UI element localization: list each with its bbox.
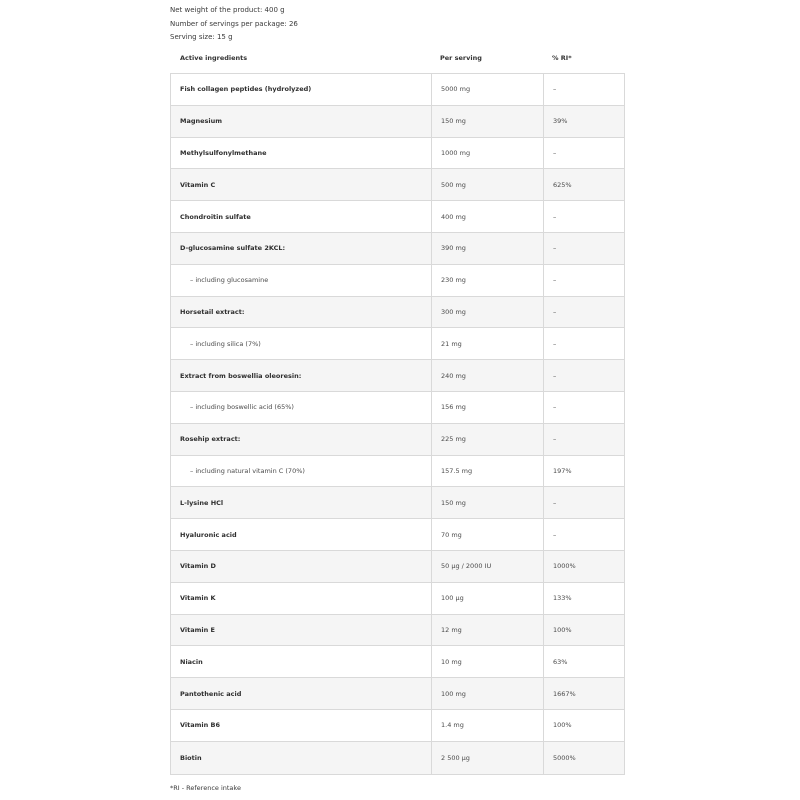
- ingredient-ri: –: [553, 339, 557, 348]
- ingredient-amount: 156 mg: [432, 392, 544, 423]
- table-row: [171, 710, 624, 742]
- ingredient-name: – including glucosamine: [171, 265, 432, 296]
- ingredient-ri: 1000%: [553, 562, 576, 571]
- table-row: [171, 360, 624, 392]
- serving-size-text: Serving size: 15 g: [170, 33, 233, 42]
- ingredient-ri: –: [553, 403, 557, 412]
- table-row: [171, 487, 624, 519]
- ingredient-amount: 70 mg: [432, 519, 544, 550]
- header-per-serving: Per serving: [440, 53, 482, 62]
- header-ri: % RI*: [552, 53, 572, 62]
- ingredient-amount: 500 mg: [432, 169, 544, 200]
- table-row: [171, 424, 624, 456]
- ingredient-name: Hyaluronic acid: [171, 519, 432, 550]
- ingredient-amount: 50 µg / 2000 IU: [432, 551, 544, 582]
- ingredient-name: Fish collagen peptides (hydrolyzed): [171, 74, 432, 105]
- ingredient-name: – including boswellic acid (65%): [171, 392, 432, 423]
- ingredient-amount: 10 mg: [432, 646, 544, 677]
- table-row: [171, 106, 624, 138]
- ingredients-table: [170, 42, 625, 775]
- ingredient-ri: –: [553, 276, 557, 285]
- ingredient-amount: 2 500 µg: [432, 742, 544, 774]
- table-row: [171, 551, 624, 583]
- table-row: [171, 201, 624, 233]
- table-row: [171, 615, 624, 647]
- table-header: [170, 42, 625, 73]
- ingredient-ri: 100%: [553, 625, 572, 634]
- ingredient-ri: 63%: [553, 657, 568, 666]
- table-row: [171, 456, 624, 488]
- table-row: [171, 328, 624, 360]
- ingredient-amount: 225 mg: [432, 424, 544, 455]
- ingredient-amount: 300 mg: [432, 297, 544, 328]
- ingredient-name: L-lysine HCl: [171, 487, 432, 518]
- ingredient-amount: 230 mg: [432, 265, 544, 296]
- table-row: [171, 742, 624, 774]
- table-row: [171, 646, 624, 678]
- table-row: [171, 519, 624, 551]
- ingredient-ri: –: [553, 212, 557, 221]
- ingredient-ri: –: [553, 530, 557, 539]
- ingredient-amount: 100 µg: [432, 583, 544, 614]
- table-row: [171, 169, 624, 201]
- ingredient-name: D-glucosamine sulfate 2KCL:: [171, 233, 432, 264]
- ingredient-name: Vitamin B6: [171, 710, 432, 741]
- ingredient-name: Vitamin K: [171, 583, 432, 614]
- ingredient-name: Extract from boswellia oleoresin:: [171, 360, 432, 391]
- table-row: [171, 138, 624, 170]
- table-row: [171, 265, 624, 297]
- ingredient-amount: 100 mg: [432, 678, 544, 709]
- ingredient-ri: –: [553, 498, 557, 507]
- ingredient-amount: 400 mg: [432, 201, 544, 232]
- ingredient-amount: 150 mg: [432, 106, 544, 137]
- ingredient-name: Rosehip extract:: [171, 424, 432, 455]
- ingredient-name: – including silica (7%): [171, 328, 432, 359]
- ingredient-ri: 1667%: [553, 689, 576, 698]
- ingredient-name: Vitamin E: [171, 615, 432, 646]
- ingredient-amount: 5000 mg: [432, 74, 544, 105]
- ingredient-ri: 100%: [553, 721, 572, 730]
- ingredient-ri: 625%: [553, 180, 572, 189]
- ingredient-ri: –: [553, 307, 557, 316]
- ingredient-amount: 157.5 mg: [432, 456, 544, 487]
- table-row: [171, 233, 624, 265]
- ingredient-name: Vitamin D: [171, 551, 432, 582]
- ingredient-ri: –: [553, 148, 557, 157]
- ingredient-name: Biotin: [171, 742, 432, 774]
- table-row: [171, 392, 624, 424]
- ingredient-amount: 240 mg: [432, 360, 544, 391]
- ingredient-ri: 197%: [553, 466, 572, 475]
- table-row: [171, 678, 624, 710]
- ingredient-name: Vitamin C: [171, 169, 432, 200]
- ingredient-name: Pantothenic acid: [171, 678, 432, 709]
- ingredient-amount: 1000 mg: [432, 138, 544, 169]
- header-active-ingredients: Active ingredients: [180, 53, 248, 62]
- product-info: [170, 4, 298, 45]
- table-row: [171, 583, 624, 615]
- ingredient-ri: –: [553, 435, 557, 444]
- ingredient-amount: 1.4 mg: [432, 710, 544, 741]
- ingredient-name: Magnesium: [171, 106, 432, 137]
- ingredient-ri: 5000%: [553, 753, 576, 762]
- ingredient-amount: 21 mg: [432, 328, 544, 359]
- ingredient-amount: 150 mg: [432, 487, 544, 518]
- ingredient-name: Chondroitin sulfate: [171, 201, 432, 232]
- ingredient-name: Horsetail extract:: [171, 297, 432, 328]
- ingredient-name: Niacin: [171, 646, 432, 677]
- ingredient-ri: 39%: [553, 117, 568, 126]
- servings-text: Number of servings per package: 26: [170, 19, 298, 28]
- net-weight-text: Net weight of the product: 400 g: [170, 6, 285, 14]
- ingredient-amount: 12 mg: [432, 615, 544, 646]
- ingredient-name: Methylsulfonylmethane: [171, 138, 432, 169]
- table-row: [171, 297, 624, 329]
- ingredient-ri: –: [553, 371, 557, 380]
- ingredient-name: – including natural vitamin C (70%): [171, 456, 432, 487]
- table-body: [170, 73, 625, 775]
- table-row: [171, 74, 624, 106]
- ingredient-ri: –: [553, 85, 557, 94]
- footnote: *RI - Reference intake: [170, 784, 241, 792]
- ingredient-ri: 133%: [553, 594, 572, 603]
- ingredient-amount: 390 mg: [432, 233, 544, 264]
- ingredient-ri: –: [553, 244, 557, 253]
